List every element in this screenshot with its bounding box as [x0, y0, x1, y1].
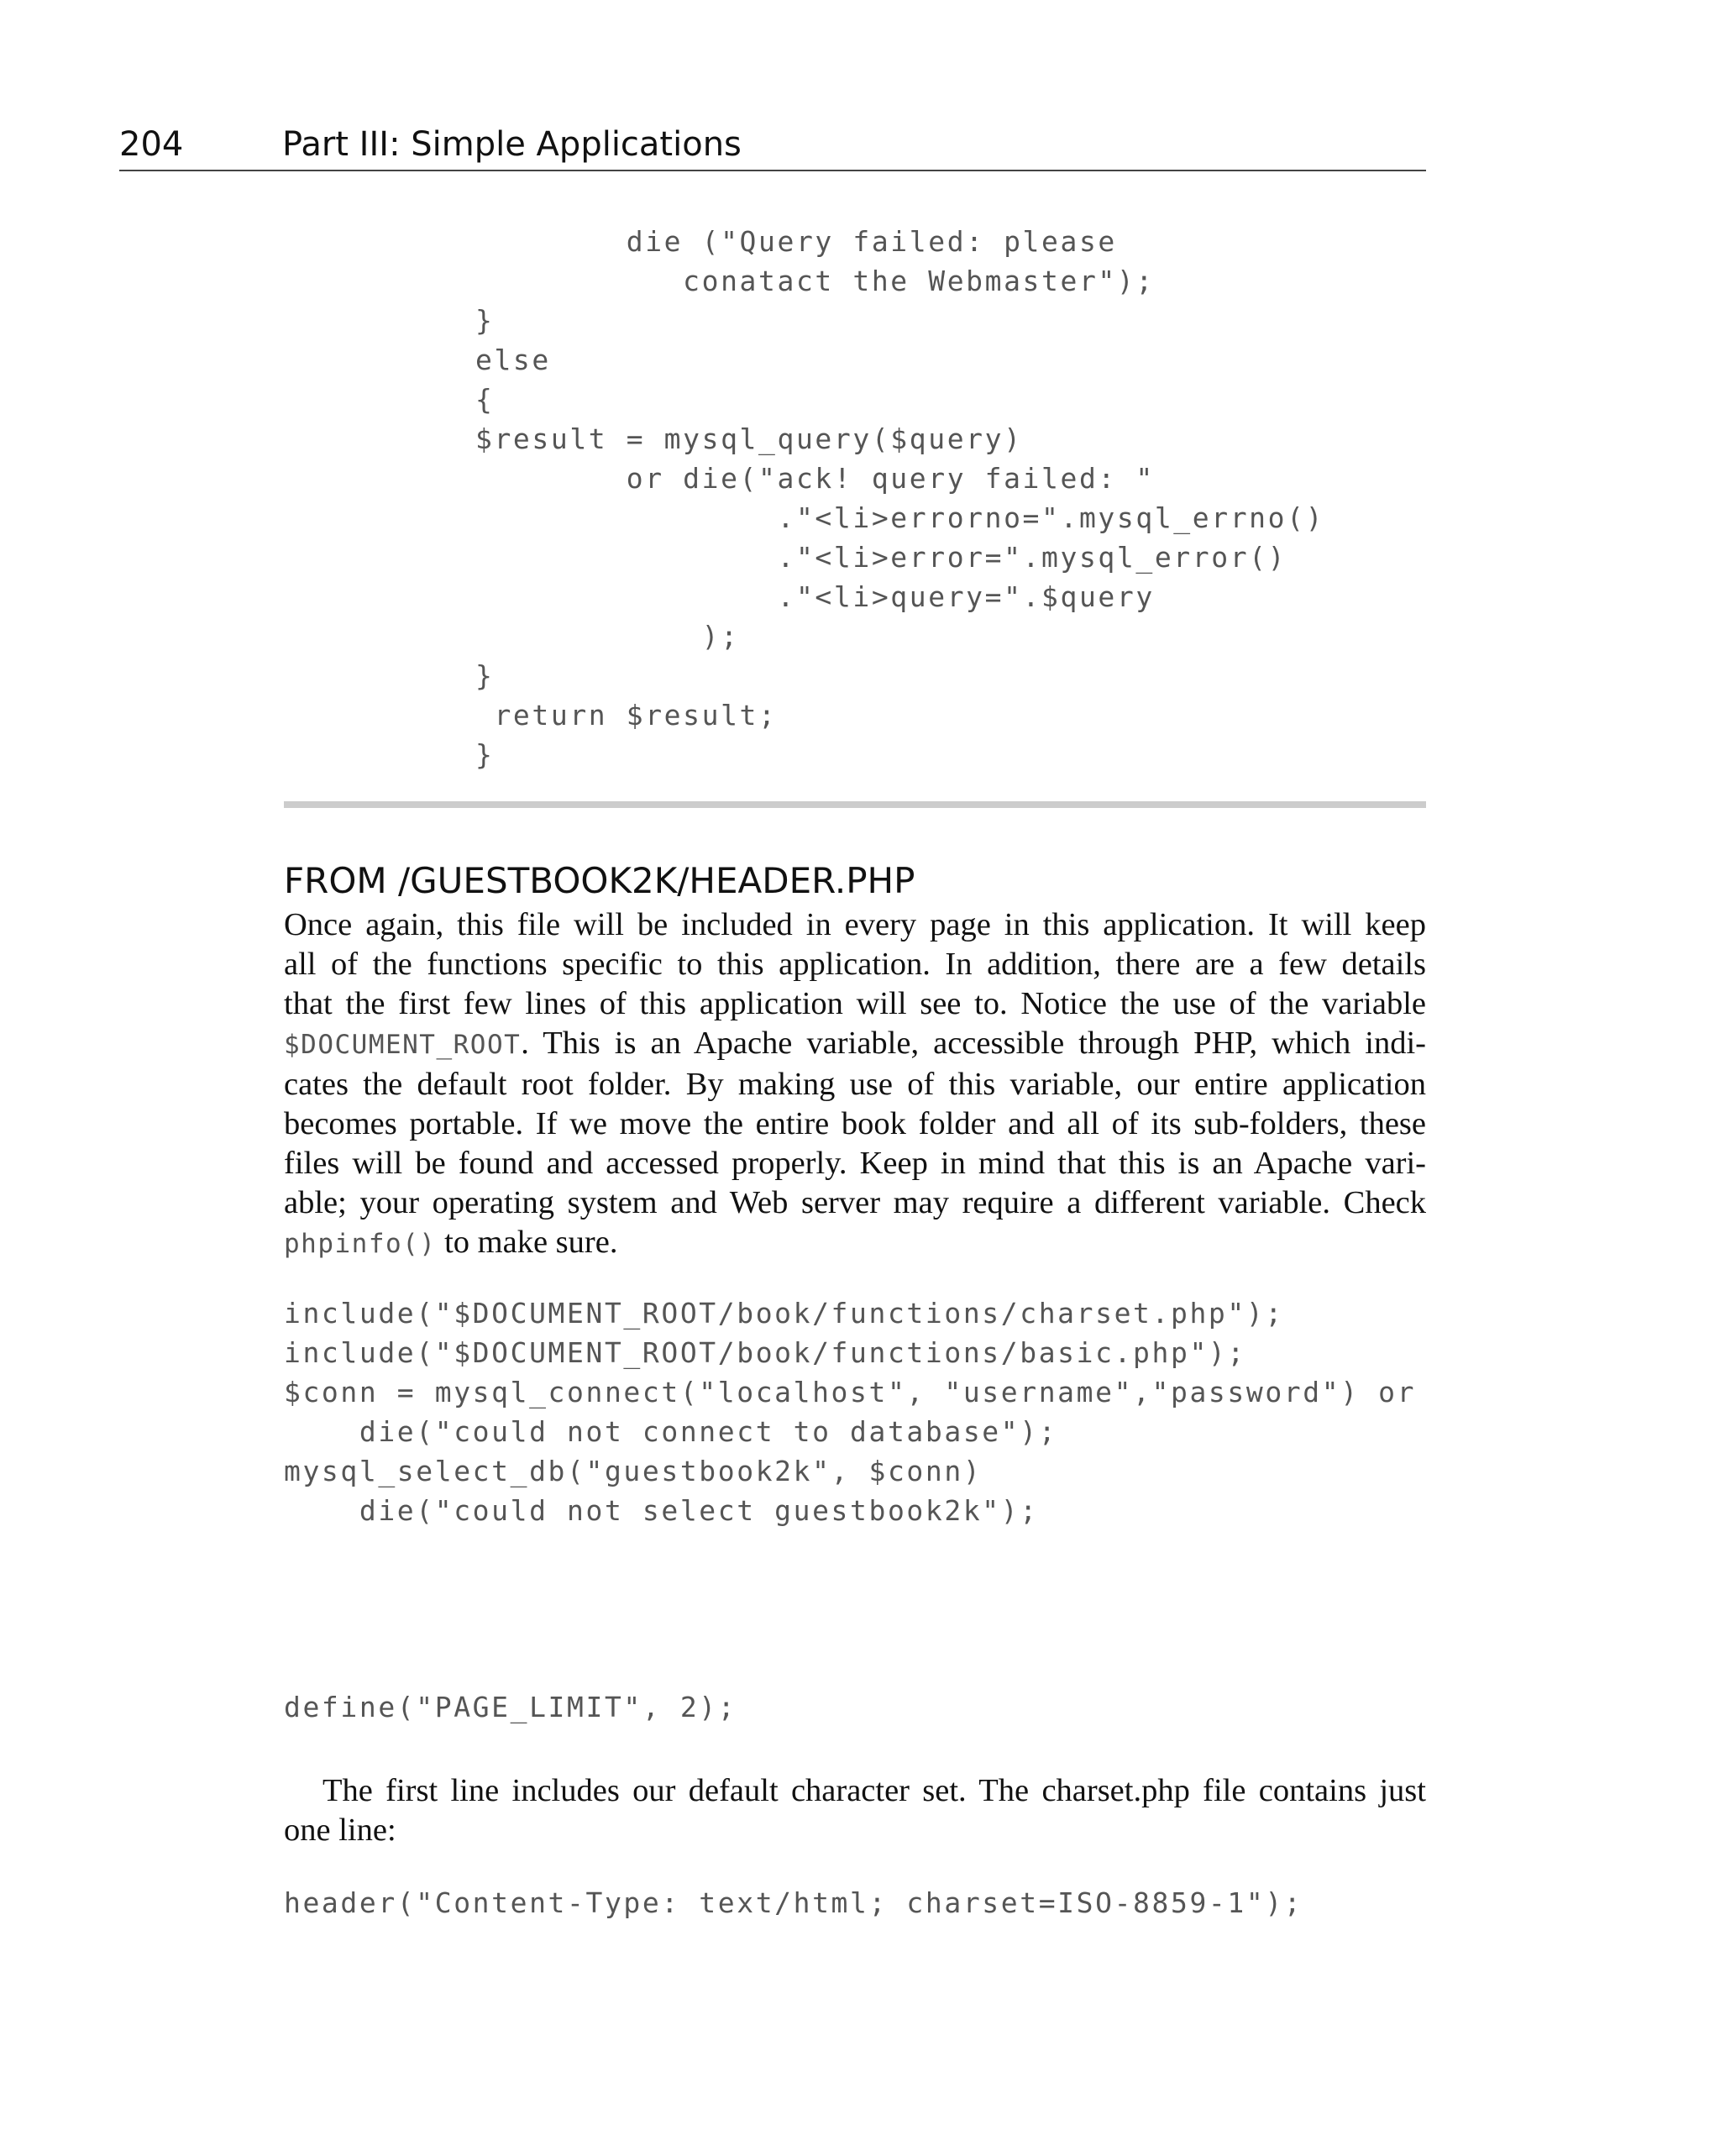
paragraph-line: files will be found and accessed properly. Keep in mind that this is an Apache vari-	[284, 1146, 1426, 1181]
code-block-query: die ("Query failed: please conatact the Webmaster"); } else { $result = mysql_query($query) or die("ack! query failed: " ."<li>errorno=".mysql_errno() ."<li>error=".mysql_error() ."<li>query=".$query ); } return $result;	[475, 225, 1325, 732]
page-header	[119, 119, 1426, 171]
inline-code: phpinfo()	[284, 1229, 437, 1259]
code-closing-brace: }	[475, 738, 495, 771]
code-block-define: define("PAGE_LIMIT", 2);	[284, 1691, 737, 1723]
section-divider	[284, 801, 1426, 808]
code-block-include: include("$DOCUMENT_ROOT/book/functions/charset.php"); include("$DOCUMENT_ROOT/book/functions/basic.php"); $conn = mysql_connect("localhost", "username","password") or die("could not connect to database"); mysql_select_db("guestbook2k", $conn) die("could not select guestbook2k");	[284, 1297, 1417, 1527]
paragraph-line: becomes portable. If we move the entire book folder and all of its sub-folders, these	[284, 1106, 1426, 1141]
paragraph-line: Once again, this file will be included in every page in this application. It will keep	[284, 907, 1426, 942]
paragraph-line: $DOCUMENT_ROOT. This is an Apache variable, accessible through PHP, which indi-	[284, 1026, 1426, 1061]
body-paragraph	[284, 905, 1426, 1264]
paragraph-line: that the first few lines of this application will see to. Notice the use of the variable	[284, 986, 1426, 1021]
code-block-header: header("Content-Type: text/html; charset=ISO-8859-1");	[284, 1886, 1303, 1919]
paragraph-line: all of the functions specific to this application. In addition, there are a few details	[284, 947, 1426, 982]
inline-code: $DOCUMENT_ROOT	[284, 1030, 522, 1060]
paragraph-line: able; your operating system and Web server may require a different variable. Check	[284, 1185, 1426, 1220]
section-heading: FROM /GUESTBOOK2K/HEADER.PHP	[284, 860, 915, 901]
paragraph-line: phpinfo() to make sure.	[284, 1225, 618, 1260]
body-paragraph-charset	[284, 1771, 1426, 1850]
paragraph-line: one line:	[284, 1812, 396, 1848]
page-number: 204	[119, 125, 184, 164]
paragraph-line: cates the default root folder. By making use of this variable, our entire application	[284, 1067, 1426, 1102]
paragraph-line: The first line includes our default character set. The charset.php file contains just	[322, 1773, 1426, 1808]
running-head: Part III: Simple Applications	[282, 125, 742, 164]
